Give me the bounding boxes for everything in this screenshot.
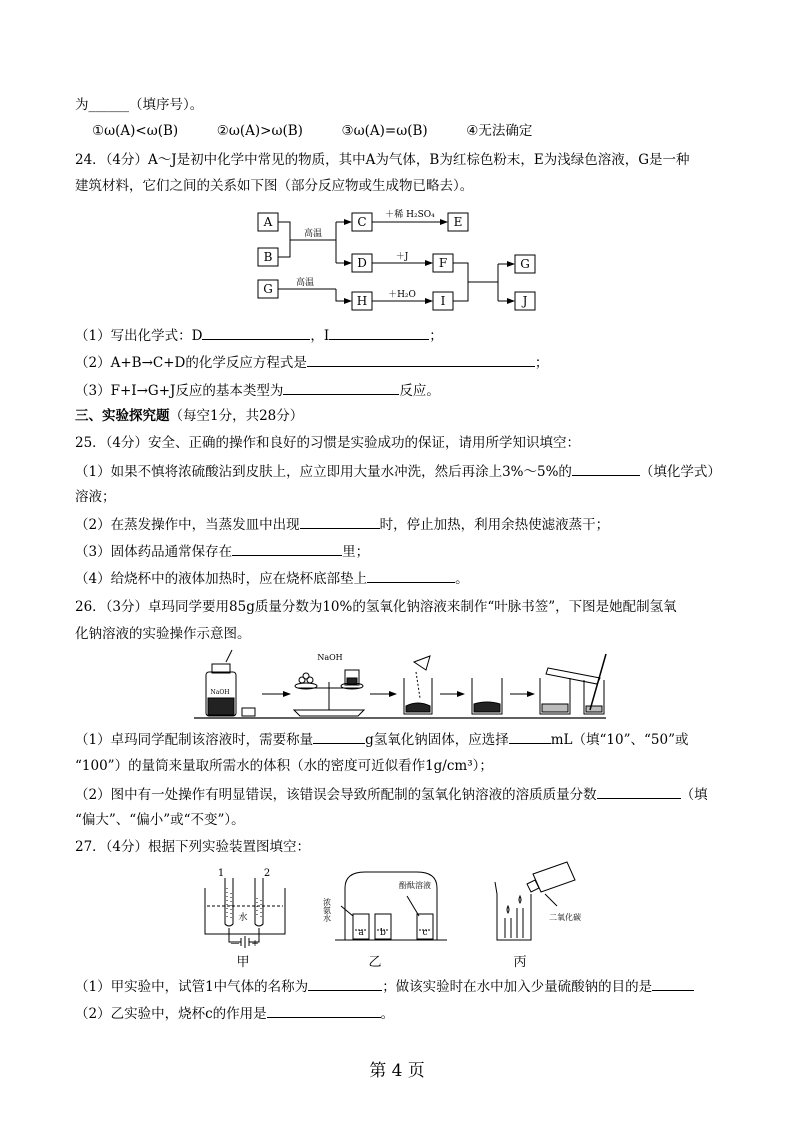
text: 溶液；	[75, 489, 116, 505]
label-gaowen-1: 高温	[303, 229, 323, 239]
blank-gas-name[interactable]	[308, 976, 382, 991]
blank-storage[interactable]	[232, 541, 342, 556]
text: “偏大”、“偏小”或“不变”）。	[75, 812, 245, 828]
option-1: ①ω(A)<ω(B)	[92, 123, 179, 139]
option-4: ④无法确定	[466, 123, 533, 139]
text: （1）卓玛同学配制该溶液时，需要称量	[75, 732, 314, 748]
q26-part-2	[75, 784, 708, 805]
text: 24．（4分）A～J是初中化学中常见的物质，其中A为气体，B为红棕色粉末，E为浅绿色溶液，G是一种	[75, 152, 690, 168]
bottle-stopper	[242, 708, 255, 716]
text: mL（填“10”、“50”或	[550, 732, 689, 748]
option-3: ③ω(A)=ω(B)	[341, 123, 428, 139]
label-g2: G	[520, 257, 530, 271]
text: （2）在蒸发操作中，当蒸发皿中出现	[75, 517, 300, 533]
text: 里；	[342, 544, 370, 560]
text: 。	[380, 1006, 395, 1022]
label-i: I	[440, 294, 446, 308]
text: 反应。	[399, 383, 440, 399]
label-bottle: NaOH	[210, 689, 230, 696]
text: （4）给烧杯中的液体加热时，应在烧杯底部垫上	[75, 571, 368, 587]
label-plus-j: ＋J	[395, 252, 409, 262]
q26-part-2-cont	[75, 810, 245, 830]
section-title: 三、实验探究题	[75, 408, 170, 424]
label-a: A	[263, 215, 273, 229]
test-tube-1	[225, 878, 233, 926]
q25-stem	[75, 433, 580, 453]
blank-reaction-type[interactable]	[283, 380, 399, 395]
reaction-flow-diagram	[250, 205, 550, 320]
text: g氢氧化钠固体，应选择	[365, 732, 509, 748]
candle-tall	[517, 908, 523, 938]
solution-preparation-diagram	[192, 648, 612, 722]
blank-cylinder[interactable]	[509, 729, 551, 744]
label-tube-2: 2	[263, 868, 271, 879]
caption-yi: 乙	[368, 955, 382, 970]
text: 。	[455, 571, 469, 587]
q25-part-4	[75, 568, 469, 589]
q27-stem	[75, 837, 310, 857]
section-3-heading	[75, 406, 303, 426]
q24-part-3	[75, 380, 440, 401]
label-f: F	[438, 256, 448, 270]
q25-part-1	[75, 461, 721, 482]
label-h2so4: ＋稀 H₂SO₄	[385, 210, 435, 220]
label-j: J	[522, 294, 528, 308]
q23-tail	[75, 95, 203, 115]
graduated-cylinder	[546, 668, 600, 684]
q25-part-3	[75, 541, 369, 562]
candle-short	[505, 918, 511, 938]
q24-part-1	[75, 325, 443, 346]
text: （1）甲实验中，试管1中气体的名称为	[75, 979, 309, 995]
blank-fraction[interactable]	[597, 784, 681, 799]
q26-part-1-cont	[75, 756, 493, 776]
q26-stem-1	[75, 597, 677, 617]
blank-mass[interactable]	[313, 729, 365, 744]
label-c: C	[357, 215, 367, 229]
text: ；做该实验时在水中加入少量硫酸钠的目的是	[382, 979, 653, 995]
electrolysis-tank	[205, 888, 285, 934]
test-tube-2	[255, 878, 263, 926]
label-b: B	[263, 250, 273, 264]
label-a: a	[358, 928, 364, 938]
blank-purpose[interactable]	[652, 976, 694, 991]
label-h: H	[356, 294, 368, 308]
beaker-candles	[497, 894, 531, 940]
text: 26．（3分）卓玛同学要用85g质量分数为10%的氢氧化钠溶液来制作“叶脉书签”，下图是她配制氢氧	[75, 599, 677, 615]
text: （2）乙实验中，烧杯c的作用是	[75, 1006, 267, 1022]
blank-equation[interactable]	[307, 352, 535, 367]
label-g1: G	[263, 282, 273, 296]
q27-part-2	[75, 1003, 394, 1024]
label-d: D	[357, 256, 367, 270]
apparatus-diagram	[195, 858, 595, 973]
label-c: c	[422, 928, 428, 938]
text: “100”）的量筒来量取所需水的体积（水的密度可近似看作1g/cm³）；	[75, 758, 493, 774]
q24-part-2	[75, 352, 548, 373]
label-b: b	[380, 928, 386, 938]
section-note: （每空1分，共28分）	[169, 408, 304, 424]
text: （2）图中有一处操作有明显错误，该错误会导致所配制的氢氧化钠溶液的溶质质量分数	[75, 787, 597, 803]
text: ；	[429, 328, 443, 344]
text: ；	[534, 355, 549, 371]
text: 25．（4分）安全、正确的操作和良好的习惯是实验成功的保证，请用所学知识填空：	[75, 435, 581, 451]
text: 化钠溶液的实验操作示意图。	[75, 626, 251, 642]
text: （3）固体药品通常保存在	[75, 544, 233, 560]
balance	[294, 710, 364, 716]
label-minus: —	[230, 939, 240, 949]
label-phenolphthalein: 酚酞溶液	[399, 881, 431, 890]
text: （填化学式）	[639, 464, 721, 480]
text: ，I	[310, 328, 330, 344]
label-e: E	[453, 215, 463, 229]
caption-jia: 甲	[236, 955, 250, 970]
blank-d[interactable]	[202, 325, 310, 340]
label-co2: 二氧化碳	[549, 913, 581, 922]
label-water: 水	[238, 913, 248, 923]
text: （1）写出化学式：D	[75, 328, 203, 344]
q24-stem-2	[75, 176, 473, 196]
text: （3）F+I→G+J反应的基本类型为	[75, 383, 284, 399]
label-naoh: NaOH	[317, 653, 343, 662]
text: 27．（4分）根据下列实验装置图填空：	[75, 839, 311, 855]
text: 建筑材料，它们之间的关系如下图（部分反应物或生成物已略去）。	[75, 178, 474, 194]
blank-formula[interactable]	[572, 461, 640, 476]
blank-i[interactable]	[329, 325, 429, 340]
text: 时，停止加热，利用余热使滤液蒸干；	[379, 517, 610, 533]
q24-stem-1	[75, 150, 690, 170]
text: 为______（填序号）。	[75, 97, 204, 113]
label-ammonia: 浓氨水	[322, 898, 332, 922]
caption-bing: 丙	[513, 955, 527, 970]
label-tube-1: 1	[217, 868, 225, 879]
label-plus-h2o: ＋H₂O	[388, 290, 416, 300]
q25-part-1-cont	[75, 487, 116, 507]
q26-part-1	[75, 729, 688, 750]
blank-beaker-c-role[interactable]	[267, 1003, 381, 1018]
q23-options	[92, 121, 532, 141]
label-gaowen-2: 高温	[295, 278, 315, 288]
text: （2）A+B→C+D的化学反应方程式是	[75, 355, 307, 371]
text: （填	[680, 787, 708, 803]
blank-gauze[interactable]	[367, 568, 455, 583]
page-footer: 第 4 页	[369, 1061, 425, 1081]
q25-part-2	[75, 514, 609, 535]
text: （1）如果不慎将浓硫酸沾到皮肤上，应立即用大量水冲洗，然后再涂上3%～5%的	[75, 464, 572, 480]
q27-part-1	[75, 976, 694, 997]
label-plus: +	[251, 939, 259, 949]
option-2: ②ω(A)>ω(B)	[216, 123, 303, 139]
blank-evaporation[interactable]	[300, 514, 380, 529]
q26-stem-2	[75, 624, 251, 644]
